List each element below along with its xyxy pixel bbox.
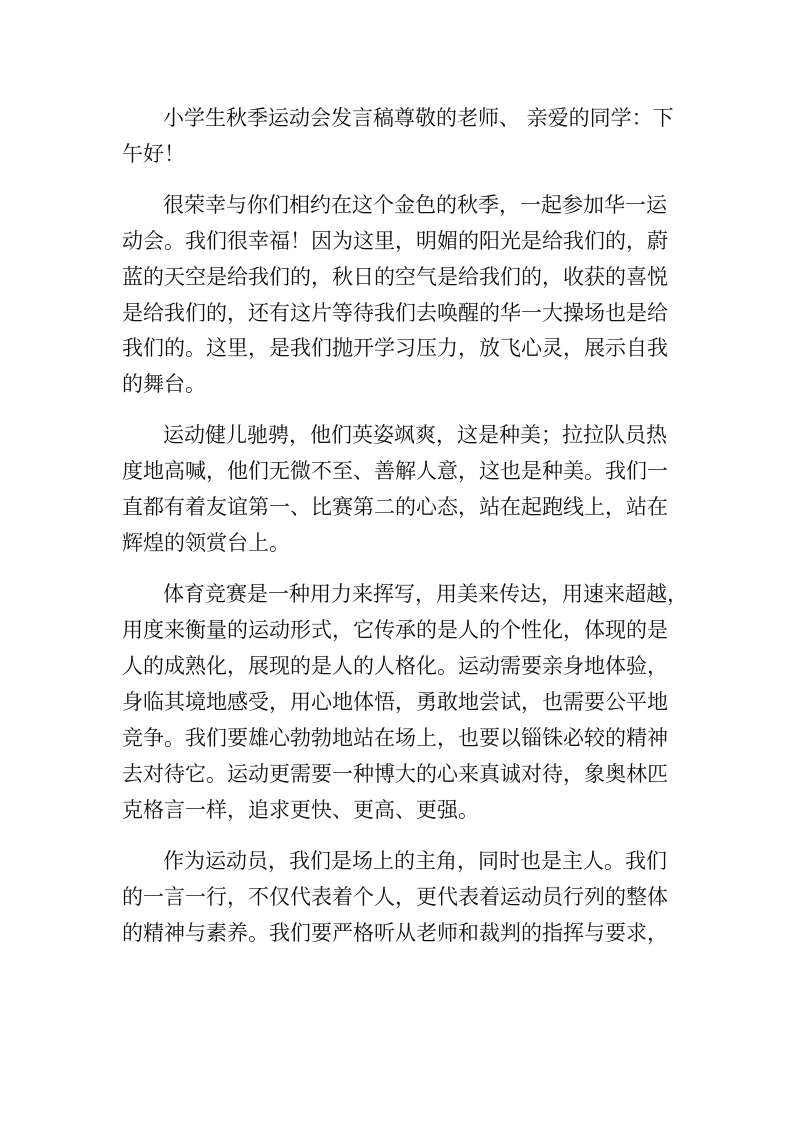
text-line: 运动健儿驰骋，他们英姿飒爽，这是种美；拉拉队员热 (163, 423, 667, 447)
text-line: 小学生秋季运动会发言稿尊敬的老师、 亲爱的同学：下 (163, 106, 674, 130)
text-line: 的舞台。 (122, 372, 206, 396)
text-line: 的一言一行，不仅代表着个人，更代表着运动员行列的整体 (122, 885, 668, 909)
text-line: 午好！ (122, 142, 185, 166)
text-line: 克格言一样，追求更快、更高、更强。 (122, 798, 479, 822)
text-line: 竞争。我们要雄心勃勃地站在场上，也要以锱铢必较的精神 (122, 726, 668, 750)
text-line: 蓝的天空是给我们的，秋日的空气是给我们的，收获的喜悦 (122, 265, 668, 289)
text-line: 度地高喊，他们无微不至、善解人意，这也是种美。我们一 (122, 459, 668, 483)
text-line: 人的成熟化，展现的是人的人格化。运动需要亲身地体验， (122, 654, 668, 678)
text-line: 体育竞赛是一种用力来挥写，用美来传达，用速来超越， (163, 582, 688, 606)
text-line: 直都有着友谊第一、比赛第二的心态，站在起跑线上，站在 (122, 495, 668, 519)
text-line: 辉煌的领赏台上。 (122, 531, 290, 555)
text-line: 身临其境地感受，用心地体悟，勇敢地尝试，也需要公平地 (122, 690, 668, 714)
text-line: 动会。我们很幸福！因为这里，明媚的阳光是给我们的，蔚 (122, 229, 668, 253)
text-line: 我们的。这里，是我们抛开学习压力，放飞心灵，展示自我 (122, 336, 668, 360)
text-line: 是给我们的，还有这片等待我们去唤醒的华一大操场也是给 (122, 301, 668, 325)
text-line: 去对待它。运动更需要一种博大的心来真诚对待，象奥林匹 (122, 762, 668, 786)
text-line: 作为运动员，我们是场上的主角，同时也是主人。我们 (163, 849, 667, 873)
text-line: 用度来衡量的运动形式，它传承的是人的个性化，体现的是 (122, 618, 668, 642)
text-line: 的精神与素养。我们要严格听从老师和裁判的指挥与要求， (122, 921, 668, 945)
text-line: 很荣幸与你们相约在这个金色的秋季，一起参加华一运 (163, 193, 667, 217)
